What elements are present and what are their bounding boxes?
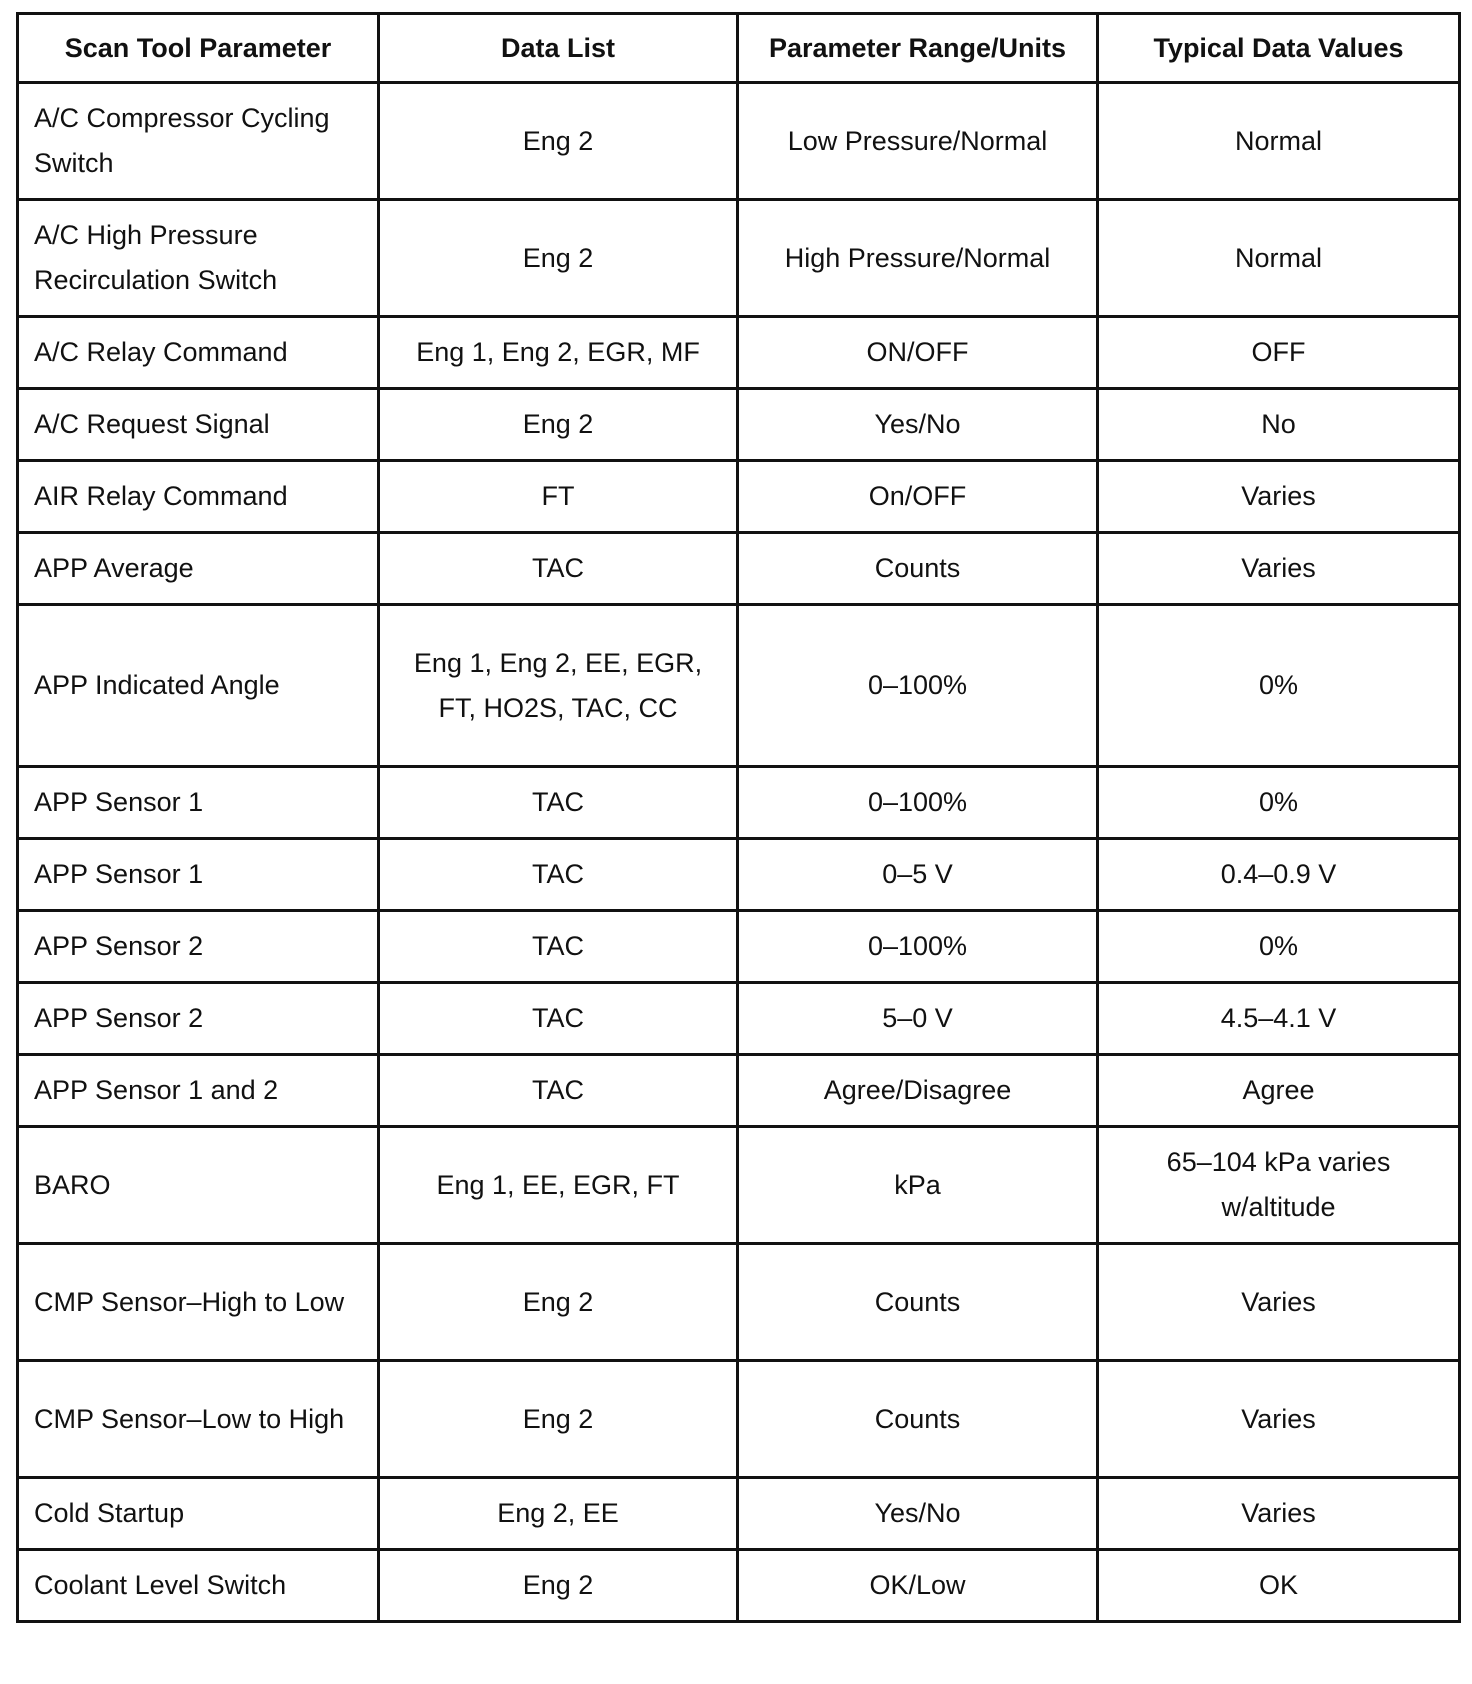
table-row (18, 1478, 1460, 1550)
table-row (18, 83, 1460, 200)
typical-value-cell: Normal (1098, 200, 1460, 317)
data-list-cell: FT (379, 461, 738, 533)
parameter-cell: APP Sensor 2 (18, 911, 379, 983)
parameter-cell: A/C High Pressure Recirculation Switch (18, 200, 379, 317)
typical-value-cell: 4.5–4.1 V (1098, 983, 1460, 1055)
parameter-cell: APP Indicated Angle (18, 605, 379, 767)
header-typical-data-values: Typical Data Values (1098, 14, 1460, 83)
data-list-cell: Eng 2, EE (379, 1478, 738, 1550)
parameter-cell: A/C Request Signal (18, 389, 379, 461)
parameter-cell: Coolant Level Switch (18, 1550, 379, 1622)
parameter-cell: APP Sensor 1 (18, 839, 379, 911)
data-list-cell: Eng 2 (379, 200, 738, 317)
typical-value-cell: Varies (1098, 1361, 1460, 1478)
range-cell: 0–100% (738, 767, 1098, 839)
range-cell: On/OFF (738, 461, 1098, 533)
table-row (18, 1244, 1460, 1361)
parameter-cell: AIR Relay Command (18, 461, 379, 533)
range-cell: 0–100% (738, 911, 1098, 983)
data-list-cell: Eng 2 (379, 1244, 738, 1361)
data-list-cell: TAC (379, 767, 738, 839)
data-list-cell: Eng 1, Eng 2, EE, EGR, FT, HO2S, TAC, CC (379, 605, 738, 767)
typical-value-cell: Normal (1098, 83, 1460, 200)
table-header-row (18, 14, 1460, 83)
typical-value-cell: Varies (1098, 461, 1460, 533)
typical-value-cell: 65–104 kPa varies w/altitude (1098, 1127, 1460, 1244)
range-cell: Yes/No (738, 1478, 1098, 1550)
header-scan-tool-parameter: Scan Tool Parameter (18, 14, 379, 83)
table-row (18, 1055, 1460, 1127)
table-row (18, 911, 1460, 983)
scan-tool-parameter-table (16, 12, 1461, 1623)
range-cell: High Pressure/Normal (738, 200, 1098, 317)
typical-value-cell: Varies (1098, 533, 1460, 605)
table-row (18, 983, 1460, 1055)
table-row (18, 1127, 1460, 1244)
typical-value-cell: 0% (1098, 911, 1460, 983)
parameter-cell: Cold Startup (18, 1478, 379, 1550)
typical-value-cell: 0% (1098, 767, 1460, 839)
typical-value-cell: OFF (1098, 317, 1460, 389)
table-row (18, 605, 1460, 767)
data-list-cell: TAC (379, 839, 738, 911)
typical-value-cell: Varies (1098, 1244, 1460, 1361)
data-list-cell: TAC (379, 911, 738, 983)
parameter-cell: APP Sensor 1 and 2 (18, 1055, 379, 1127)
parameter-cell: A/C Relay Command (18, 317, 379, 389)
range-cell: 0–100% (738, 605, 1098, 767)
data-list-cell: Eng 2 (379, 83, 738, 200)
parameter-cell: APP Average (18, 533, 379, 605)
header-data-list: Data List (379, 14, 738, 83)
range-cell: kPa (738, 1127, 1098, 1244)
table-row (18, 839, 1460, 911)
range-cell: Low Pressure/Normal (738, 83, 1098, 200)
table-row (18, 1361, 1460, 1478)
data-list-cell: Eng 2 (379, 1550, 738, 1622)
table-row (18, 533, 1460, 605)
table-row (18, 1550, 1460, 1622)
header-parameter-range-units: Parameter Range/Units (738, 14, 1098, 83)
table-row (18, 389, 1460, 461)
data-list-cell: Eng 2 (379, 389, 738, 461)
typical-value-cell: Varies (1098, 1478, 1460, 1550)
data-list-cell: Eng 1, EE, EGR, FT (379, 1127, 738, 1244)
table-row (18, 317, 1460, 389)
parameter-cell: CMP Sensor–High to Low (18, 1244, 379, 1361)
range-cell: ON/OFF (738, 317, 1098, 389)
range-cell: Agree/Disagree (738, 1055, 1098, 1127)
data-list-cell: Eng 2 (379, 1361, 738, 1478)
range-cell: Counts (738, 1244, 1098, 1361)
range-cell: OK/Low (738, 1550, 1098, 1622)
parameter-cell: APP Sensor 2 (18, 983, 379, 1055)
parameter-cell: BARO (18, 1127, 379, 1244)
parameter-cell: A/C Compressor Cycling Switch (18, 83, 379, 200)
data-list-cell: TAC (379, 983, 738, 1055)
table-row (18, 200, 1460, 317)
range-cell: Yes/No (738, 389, 1098, 461)
typical-value-cell: 0.4–0.9 V (1098, 839, 1460, 911)
data-list-cell: TAC (379, 533, 738, 605)
parameter-cell: APP Sensor 1 (18, 767, 379, 839)
table-row (18, 461, 1460, 533)
data-list-cell: TAC (379, 1055, 738, 1127)
typical-value-cell: Agree (1098, 1055, 1460, 1127)
typical-value-cell: OK (1098, 1550, 1460, 1622)
typical-value-cell: No (1098, 389, 1460, 461)
range-cell: Counts (738, 533, 1098, 605)
typical-value-cell: 0% (1098, 605, 1460, 767)
range-cell: 0–5 V (738, 839, 1098, 911)
parameter-cell: CMP Sensor–Low to High (18, 1361, 379, 1478)
data-list-cell: Eng 1, Eng 2, EGR, MF (379, 317, 738, 389)
table-row (18, 767, 1460, 839)
range-cell: 5–0 V (738, 983, 1098, 1055)
range-cell: Counts (738, 1361, 1098, 1478)
